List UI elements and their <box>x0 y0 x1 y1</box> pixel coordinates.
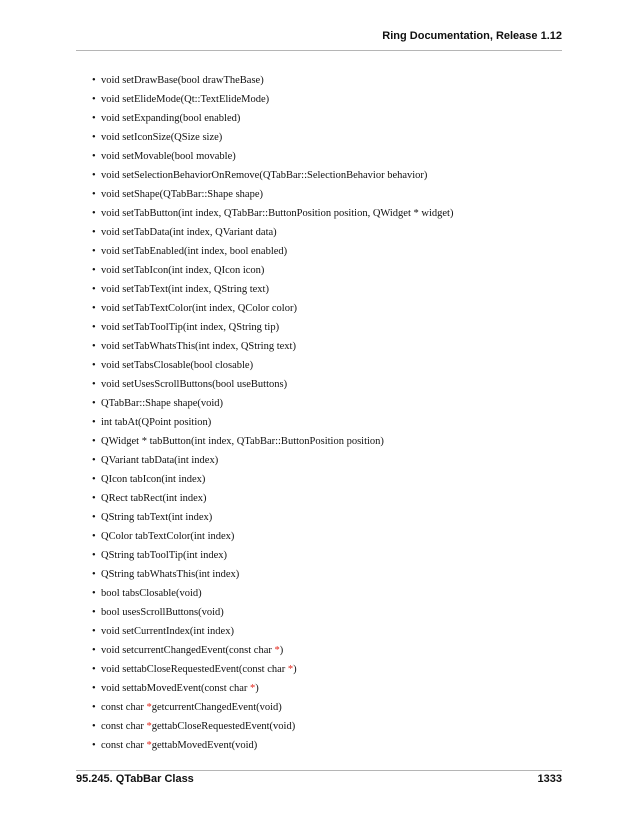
bullet-icon: • <box>92 683 96 694</box>
method-signature: void setTabIcon(int index, QIcon icon) <box>101 265 265 276</box>
list-item <box>92 603 578 622</box>
method-signature-prefix: const char <box>101 721 147 732</box>
method-signature: bool tabsClosable(void) <box>101 588 202 599</box>
list-item <box>92 660 578 679</box>
pointer-asterisk: * <box>274 645 280 656</box>
bullet-icon: • <box>92 474 96 485</box>
list-item <box>92 717 578 736</box>
bullet-icon: • <box>92 170 96 181</box>
list-item <box>92 698 578 717</box>
bullet-icon: • <box>92 227 96 238</box>
method-signature-prefix: const char <box>101 740 147 751</box>
bullet-icon: • <box>92 189 96 200</box>
list-item <box>92 641 578 660</box>
list-item <box>92 318 578 337</box>
pointer-asterisk: * <box>146 721 152 732</box>
bullet-icon: • <box>92 341 96 352</box>
list-item <box>92 299 578 318</box>
method-list <box>92 71 578 755</box>
list-item <box>92 280 578 299</box>
list-item <box>92 489 578 508</box>
method-signature: void setUsesScrollButtons(bool useButtons) <box>101 379 288 390</box>
list-item <box>92 508 578 527</box>
list-item <box>92 147 578 166</box>
method-signature: QRect tabRect(int index) <box>101 493 207 504</box>
method-signature: QIcon tabIcon(int index) <box>101 474 206 485</box>
bullet-icon: • <box>92 626 96 637</box>
list-item <box>92 584 578 603</box>
list-item <box>92 223 578 242</box>
method-signature: void setShape(QTabBar::Shape shape) <box>101 189 263 200</box>
method-signature: void setCurrentIndex(int index) <box>101 626 234 637</box>
bullet-icon: • <box>92 151 96 162</box>
method-signature: void setTabData(int index, QVariant data) <box>101 227 277 238</box>
method-signature: void setSelectionBehaviorOnRemove(QTabBar::SelectionBehavior behavior) <box>101 170 428 181</box>
method-signature: bool usesScrollButtons(void) <box>101 607 224 618</box>
method-signature-suffix: ) <box>279 645 284 656</box>
list-item <box>92 736 578 755</box>
method-signature: QColor tabTextColor(int index) <box>101 531 235 542</box>
method-signature: int tabAt(QPoint position) <box>101 417 212 428</box>
list-item <box>92 166 578 185</box>
pointer-asterisk: * <box>250 683 256 694</box>
list-item <box>92 242 578 261</box>
pointer-asterisk: * <box>146 702 152 713</box>
bullet-icon: • <box>92 113 96 124</box>
list-item <box>92 394 578 413</box>
bullet-icon: • <box>92 493 96 504</box>
header-rule <box>76 50 562 51</box>
method-signature: QString tabToolTip(int index) <box>101 550 228 561</box>
bullet-icon: • <box>92 531 96 542</box>
footer-section-title: 95.245. QTabBar Class <box>76 773 194 785</box>
list-item <box>92 622 578 641</box>
list-item <box>92 375 578 394</box>
bullet-icon: • <box>92 132 96 143</box>
bullet-icon: • <box>92 740 96 751</box>
bullet-icon: • <box>92 607 96 618</box>
list-item <box>92 451 578 470</box>
method-signature: void setTabWhatsThis(int index, QString text) <box>101 341 296 352</box>
method-signature-prefix: const char <box>101 702 147 713</box>
method-signature-suffix: ) <box>293 664 297 675</box>
method-signature: void setIconSize(QSize size) <box>101 132 223 143</box>
method-signature: QTabBar::Shape shape(void) <box>101 398 224 409</box>
list-item <box>92 565 578 584</box>
list-item <box>92 185 578 204</box>
list-item <box>92 679 578 698</box>
pointer-asterisk: * <box>146 740 152 751</box>
bullet-icon: • <box>92 303 96 314</box>
method-signature: void setTabToolTip(int index, QString tip) <box>101 322 280 333</box>
method-signature: void setTabEnabled(int index, bool enabled) <box>101 246 288 257</box>
list-item <box>92 90 578 109</box>
bullet-icon: • <box>92 550 96 561</box>
bullet-icon: • <box>92 246 96 257</box>
bullet-icon: • <box>92 75 96 86</box>
bullet-icon: • <box>92 94 96 105</box>
list-item <box>92 356 578 375</box>
method-signature-prefix: void settabCloseRequestedEvent(const char <box>101 664 288 675</box>
method-signature-suffix: ) <box>255 683 259 694</box>
bullet-icon: • <box>92 360 96 371</box>
list-item <box>92 337 578 356</box>
bullet-icon: • <box>92 208 96 219</box>
list-item <box>92 109 578 128</box>
list-item <box>92 546 578 565</box>
method-signature: void setTabsClosable(bool closable) <box>101 360 254 371</box>
method-signature: QString tabText(int index) <box>101 512 213 523</box>
bullet-icon: • <box>92 588 96 599</box>
footer-page-number: 1333 <box>537 773 562 785</box>
list-item <box>92 261 578 280</box>
list-item <box>92 413 578 432</box>
method-signature-suffix: gettabMovedEvent(void) <box>151 740 258 751</box>
pointer-asterisk: * <box>287 664 294 675</box>
method-signature: void setTabButton(int index, QTabBar::ButtonPosition position, QWidget * widget) <box>101 208 454 219</box>
bullet-icon: • <box>92 645 96 656</box>
method-signature-suffix: gettabCloseRequestedEvent(void) <box>151 721 296 732</box>
list-item <box>92 432 578 451</box>
bullet-icon: • <box>92 721 96 732</box>
method-signature: void setDrawBase(bool drawTheBase) <box>101 75 264 86</box>
bullet-icon: • <box>92 436 96 447</box>
bullet-icon: • <box>92 455 96 466</box>
bullet-icon: • <box>92 417 96 428</box>
bullet-icon: • <box>92 398 96 409</box>
list-item <box>92 128 578 147</box>
method-signature-suffix: getcurrentChangedEvent(void) <box>151 702 282 713</box>
list-item <box>92 71 578 90</box>
bullet-icon: • <box>92 569 96 580</box>
list-item <box>92 527 578 546</box>
list-item <box>92 204 578 223</box>
method-signature-prefix: void setcurrentChangedEvent(const char <box>101 645 275 656</box>
bullet-icon: • <box>92 322 96 333</box>
method-signature: void setTabTextColor(int index, QColor color) <box>101 303 297 314</box>
method-signature: QString tabWhatsThis(int index) <box>101 569 240 580</box>
bullet-icon: • <box>92 702 96 713</box>
method-signature: void setTabText(int index, QString text) <box>101 284 269 295</box>
method-signature: QWidget * tabButton(int index, QTabBar::ButtonPosition position) <box>101 436 384 447</box>
method-signature-prefix: void settabMovedEvent(const char <box>101 683 250 694</box>
running-header: Ring Documentation, Release 1.12 <box>382 30 562 42</box>
method-signature: void setExpanding(bool enabled) <box>101 113 241 124</box>
method-signature: void setElideMode(Qt::TextElideMode) <box>101 94 270 105</box>
bullet-icon: • <box>92 664 96 675</box>
bullet-icon: • <box>92 512 96 523</box>
method-signature: QVariant tabData(int index) <box>101 455 219 466</box>
footer-rule <box>76 770 562 771</box>
bullet-icon: • <box>92 284 96 295</box>
list-item <box>92 470 578 489</box>
bullet-icon: • <box>92 379 96 390</box>
bullet-icon: • <box>92 265 96 276</box>
method-signature: void setMovable(bool movable) <box>101 151 236 162</box>
